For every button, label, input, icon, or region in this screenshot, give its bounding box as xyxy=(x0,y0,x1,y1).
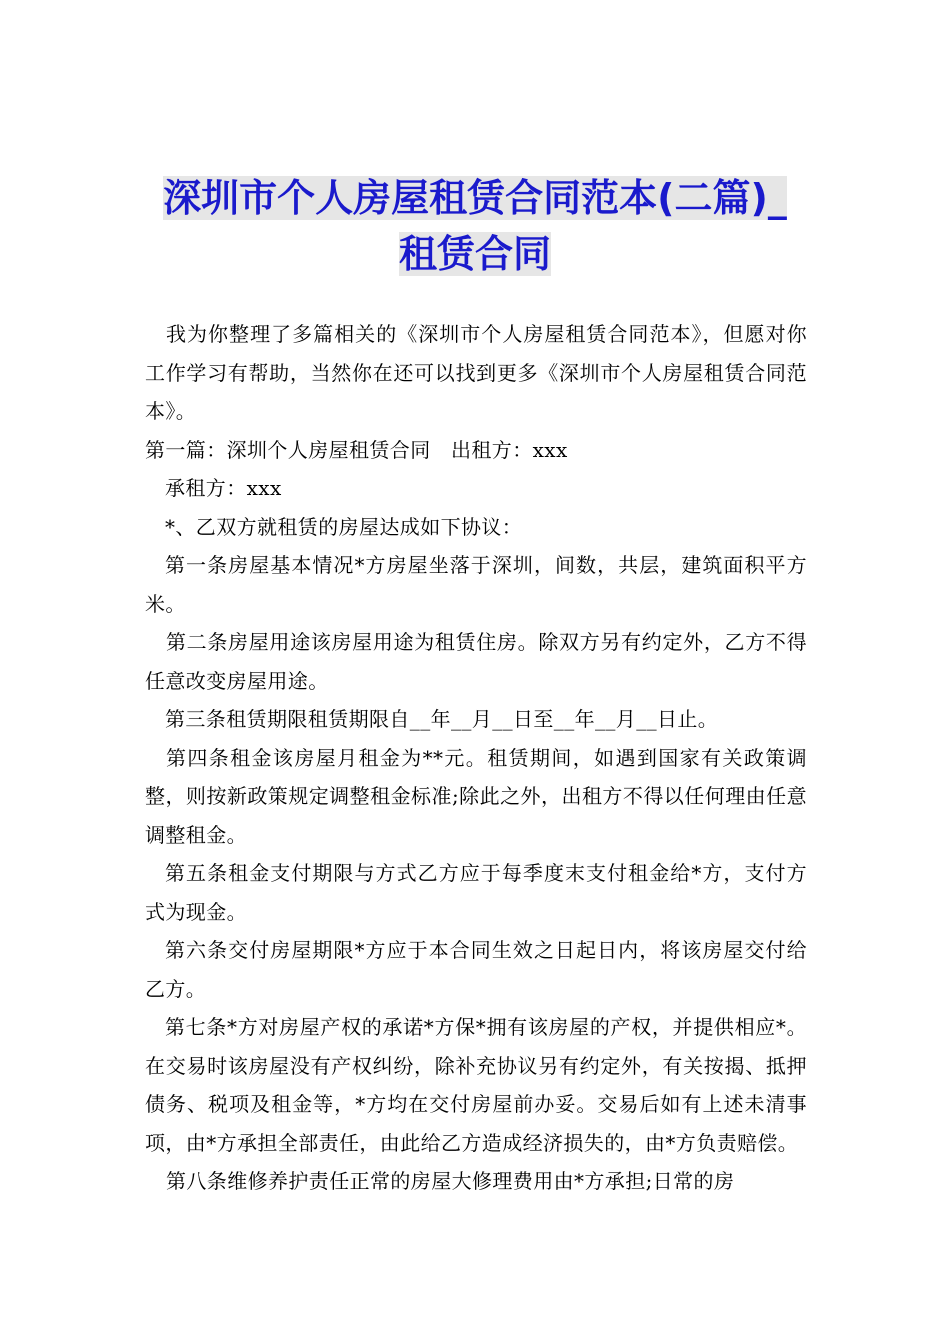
document-body xyxy=(145,315,807,1201)
document-title xyxy=(150,170,800,282)
paragraph-tenant: 承租方：xxx xyxy=(165,476,282,500)
paragraph-article-6: 第六条交付房屋期限*方应于本合同生效之日起日内，将该房屋交付给乙方。 xyxy=(145,938,807,1001)
paragraph-intro: 我为你整理了多篇相关的《深圳市个人房屋租赁合同范本》，但愿对你工作学习有帮助，当然你在还可以找到更多《深圳市个人房屋租赁合同范本》。 xyxy=(145,322,807,423)
paragraph-part-one-heading: 第一篇：深圳个人房屋租赁合同 出租方：xxx xyxy=(145,437,568,462)
paragraph-article-5: 第五条租金支付期限与方式乙方应于每季度末支付租金给*方，支付方式为现金。 xyxy=(145,861,807,924)
title-line-2: 租赁合同 xyxy=(398,232,551,276)
paragraph-article-7: 第七条*方对房屋产权的承诺*方保*拥有该房屋的产权，并提供相应*。在交易时该房屋没有产权纠纷，除补充协议另有约定外，有关按揭、抵押债务、税项及租金等，*方均在交付房屋前办妥。交易后如有上述未清事项，由*方承担全部责任，由此给乙方造成经济损失的，由*方负责赔偿。 xyxy=(145,1015,807,1155)
paragraph-agreement: *、乙双方就租赁的房屋达成如下协议： xyxy=(165,514,523,539)
paragraph-article-8: 第八条维修养护责任正常的房屋大修理费用由*方承担;日常的房 xyxy=(166,1169,735,1193)
paragraph-article-2: 第二条房屋用途该房屋用途为租赁住房。除双方另有约定外，乙方不得任意改变房屋用途。 xyxy=(145,630,807,693)
paragraph-article-1: 第一条房屋基本情况*方房屋坐落于深圳，间数，共层，建筑面积平方米。 xyxy=(145,553,807,616)
paragraph-article-3: 第三条租赁期限租赁期限自__年__月__日至__年__月__日止。 xyxy=(165,707,719,731)
title-line-1: 深圳市个人房屋租赁合同范本(二篇)_ xyxy=(163,176,787,220)
paragraph-article-4: 第四条租金该房屋月租金为**元。租赁期间，如遇到国家有关政策调整，则按新政策规定调整租金标准;除此之外，出租方不得以任何理由任意调整租金。 xyxy=(145,745,807,847)
